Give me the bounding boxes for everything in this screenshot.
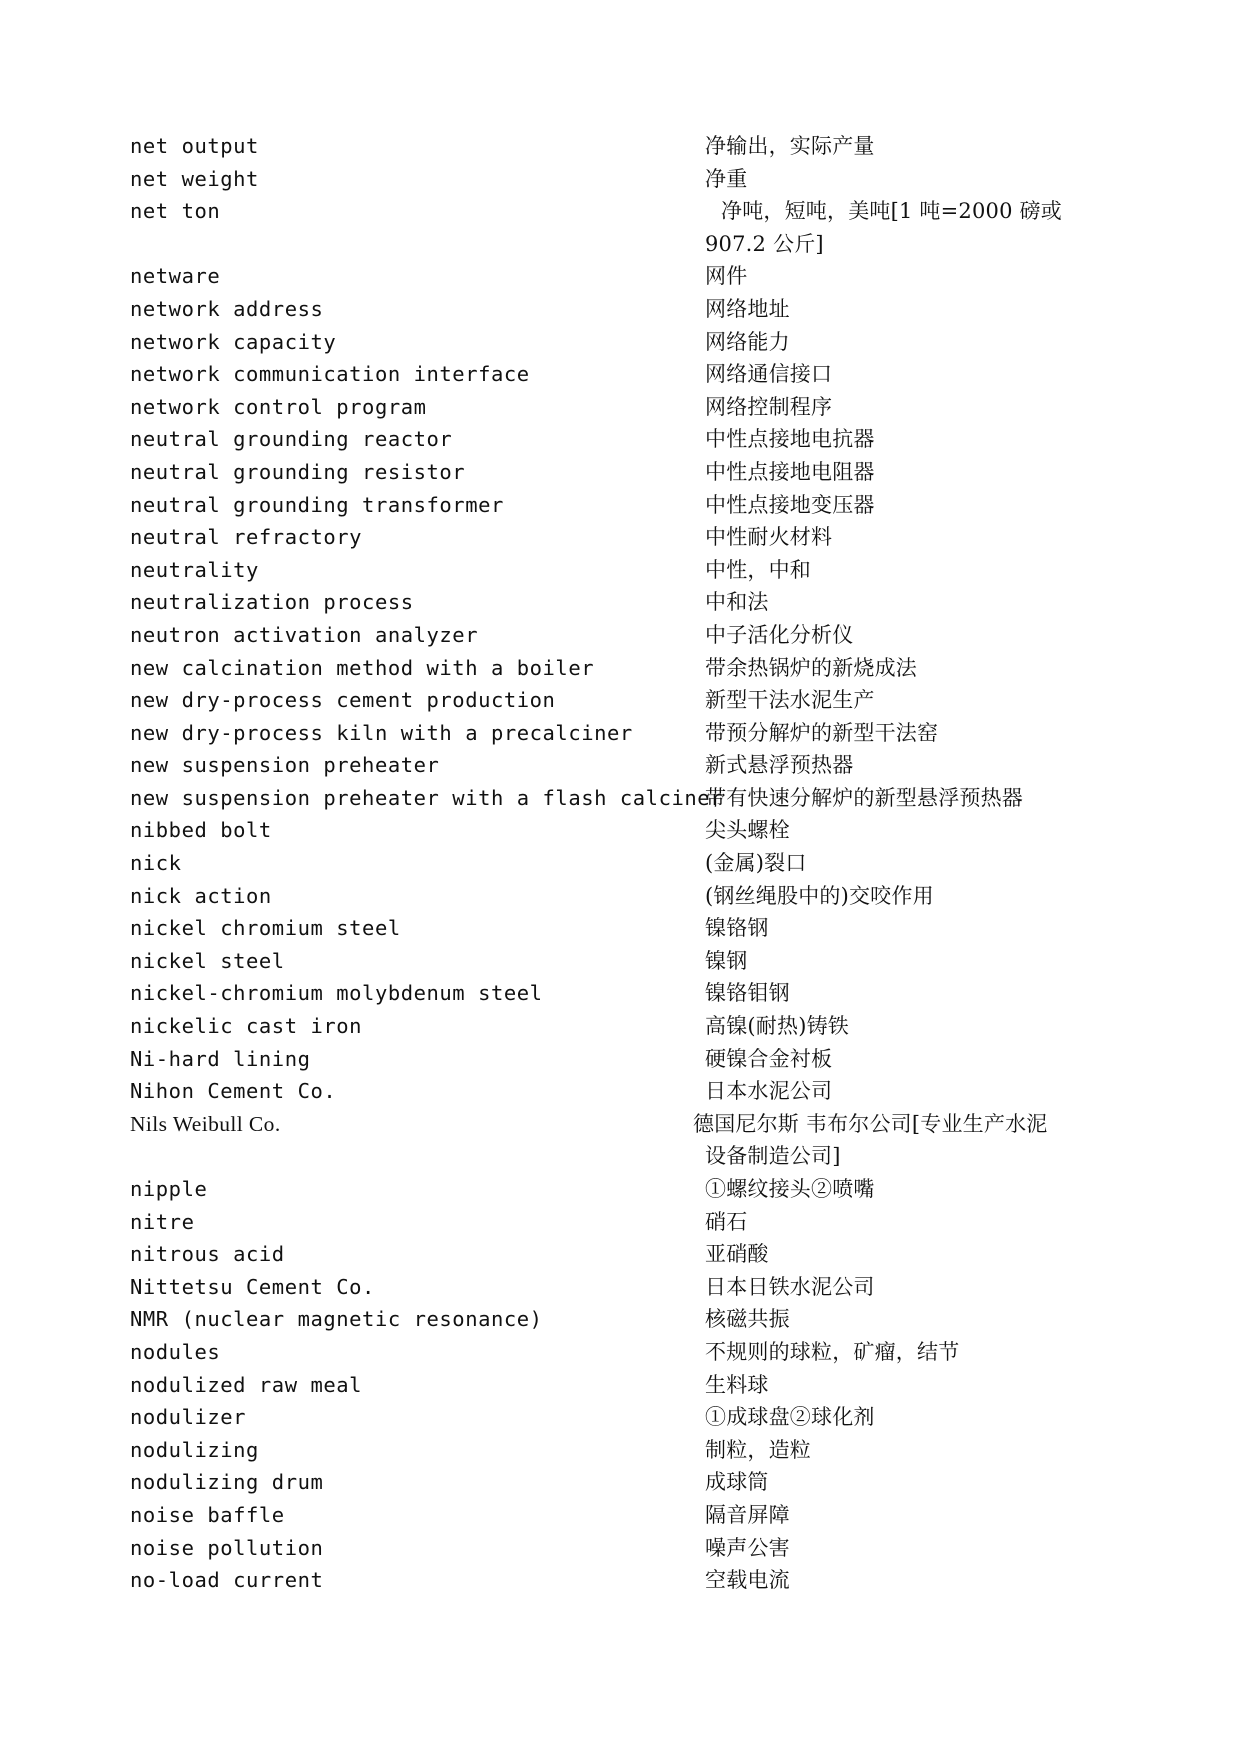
glossary-entry — [130, 684, 1110, 717]
glossary-entry — [130, 163, 1110, 196]
entry-definition: ①成球盘②球化剂 — [705, 1405, 875, 1430]
entry-definition: 硬镍合金衬板 — [705, 1046, 833, 1071]
glossary-entry — [130, 619, 1110, 652]
glossary-entry — [130, 749, 1110, 782]
entry-definition: 中性耐火材料 — [705, 525, 833, 550]
entry-term: network address — [130, 296, 324, 321]
glossary-entry — [130, 326, 1110, 359]
entry-definition: 网件 — [705, 264, 748, 289]
glossary-entry — [130, 1564, 1110, 1597]
glossary-entry — [130, 912, 1110, 945]
glossary-entry — [130, 586, 1110, 619]
entry-definition: 新型干法水泥生产 — [705, 688, 875, 713]
glossary-entry — [130, 1206, 1110, 1239]
glossary-entry — [130, 358, 1110, 391]
entry-term: noise pollution — [130, 1535, 324, 1560]
entry-term: nickel-chromium molybdenum steel — [130, 981, 543, 1006]
entry-definition: 中性点接地变压器 — [705, 492, 875, 517]
entry-definition: 带预分解炉的新型干法窑 — [705, 720, 939, 745]
entry-definition — [693, 1108, 1110, 1173]
entry-definition: 高镍(耐热)铸铁 — [705, 1014, 849, 1039]
entry-term: nodulized raw meal — [130, 1372, 363, 1397]
entry-term: new dry-process kiln with a precalciner — [130, 720, 633, 745]
entry-definition: 隔音屏障 — [705, 1502, 790, 1527]
glossary-entry — [130, 1271, 1110, 1304]
glossary-entry — [130, 1238, 1110, 1271]
entry-term: nodulizing drum — [130, 1470, 324, 1495]
glossary-entry — [130, 130, 1110, 163]
entry-definition-line: 净吨，短吨，美吨[1 吨=2000 磅或 — [721, 199, 1062, 224]
entry-definition: 空载电流 — [705, 1568, 790, 1593]
entry-definition: 制粒，造粒 — [705, 1437, 811, 1462]
glossary-entry — [130, 814, 1110, 847]
entry-term: netware — [130, 264, 221, 289]
entry-term: new calcination method with a boiler — [130, 655, 595, 680]
entry-definition: 日本水泥公司 — [705, 1079, 833, 1104]
entry-definition: 成球筒 — [705, 1470, 769, 1495]
entry-term: new suspension preheater — [130, 753, 440, 778]
entry-definition-continuation: 设备制造公司] — [705, 1144, 841, 1169]
entry-definition: 新式悬浮预热器 — [705, 753, 854, 778]
glossary-entry — [130, 1043, 1110, 1076]
glossary-entry — [130, 1075, 1110, 1108]
entry-definition: 噪声公害 — [705, 1535, 790, 1560]
entry-definition: 核磁共振 — [705, 1307, 790, 1332]
entry-term: Nils Weibull Co. — [130, 1111, 281, 1136]
glossary-entry — [130, 1336, 1110, 1369]
glossary-entry — [130, 1466, 1110, 1499]
glossary-entry — [130, 554, 1110, 587]
glossary-entry — [130, 1108, 1110, 1173]
entry-definition: 镍钢 — [705, 948, 748, 973]
glossary-entry — [130, 1434, 1110, 1467]
entry-definition: 中性点接地电阻器 — [705, 459, 875, 484]
entry-definition: 尖头螺栓 — [705, 818, 790, 843]
entry-term: nitrous acid — [130, 1242, 285, 1267]
entry-definition: 不规则的球粒，矿瘤，结节 — [705, 1339, 960, 1364]
entry-term: nickel chromium steel — [130, 916, 401, 941]
glossary-entry — [130, 260, 1110, 293]
entry-term: Nihon Cement Co. — [130, 1079, 337, 1104]
glossary-entry — [130, 1173, 1110, 1206]
entry-definition: 带有快速分解炉的新型悬浮预热器 — [705, 785, 1023, 810]
entry-definition-continuation: 907.2 公斤] — [705, 231, 824, 256]
glossary-entry — [130, 195, 1110, 260]
entry-definition: 日本日铁水泥公司 — [705, 1274, 875, 1299]
glossary-entry — [130, 1532, 1110, 1565]
glossary-entry — [130, 391, 1110, 424]
entry-term: Ni-hard lining — [130, 1046, 311, 1071]
entry-definition: 净重 — [705, 166, 748, 191]
glossary-entry — [130, 456, 1110, 489]
glossary-entry — [130, 293, 1110, 326]
entry-definition: 生料球 — [705, 1372, 769, 1397]
glossary-entry — [130, 977, 1110, 1010]
entry-definition: 中子活化分析仪 — [705, 622, 854, 647]
glossary-entry — [130, 423, 1110, 456]
glossary-entry — [130, 652, 1110, 685]
entry-definition: 网络通信接口 — [705, 362, 833, 387]
glossary-entry — [130, 1499, 1110, 1532]
entry-term: noise baffle — [130, 1502, 285, 1527]
glossary-entry — [130, 945, 1110, 978]
entry-definition: 净输出，实际产量 — [705, 134, 875, 158]
entry-term: network communication interface — [130, 362, 530, 387]
entry-term: net output — [130, 134, 259, 158]
entry-definition: 带余热锅炉的新烧成法 — [705, 655, 917, 680]
entry-term: new dry-process cement production — [130, 688, 556, 713]
entry-term: net ton — [130, 199, 221, 224]
glossary-entry — [130, 1401, 1110, 1434]
entry-term: nodules — [130, 1339, 221, 1364]
entry-term: neutral grounding transformer — [130, 492, 504, 517]
entry-definition: 中和法 — [705, 590, 769, 615]
entry-term: nickelic cast iron — [130, 1014, 363, 1039]
entry-definition: 网络能力 — [705, 329, 790, 354]
entry-term: nipple — [130, 1177, 208, 1201]
entry-definition: (钢丝绳股中的)交咬作用 — [705, 883, 934, 908]
entry-term: Nittetsu Cement Co. — [130, 1274, 375, 1299]
entry-definition: 亚硝酸 — [705, 1242, 769, 1267]
glossary-entry — [130, 521, 1110, 554]
entry-term: neutral refractory — [130, 525, 363, 550]
entry-definition: 硝石 — [705, 1209, 748, 1234]
entry-definition: 中性点接地电抗器 — [705, 427, 875, 452]
glossary-entry — [130, 782, 1110, 815]
entry-definition: 镍铬钢 — [705, 916, 769, 941]
glossary-entry — [130, 717, 1110, 750]
entry-term: nodulizing — [130, 1437, 259, 1462]
entry-term: nick action — [130, 883, 272, 908]
entry-definition: (金属)裂口 — [705, 851, 807, 876]
entry-term: no-load current — [130, 1568, 324, 1593]
glossary-entry — [130, 1303, 1110, 1336]
glossary-entry — [130, 880, 1110, 913]
entry-term: neutrality — [130, 557, 259, 582]
glossary-entry — [130, 847, 1110, 880]
entry-definition: 中性，中和 — [705, 557, 811, 582]
entry-term: nodulizer — [130, 1405, 247, 1430]
entry-term: neutral grounding resistor — [130, 459, 466, 484]
glossary-entry — [130, 1010, 1110, 1043]
entry-term: network capacity — [130, 329, 337, 354]
entry-definition: 镍铬钼钢 — [705, 981, 790, 1006]
entry-definition-line: 德国尼尔斯 韦布尔公司[专业生产水泥 — [693, 1111, 1048, 1136]
entry-term: neutral grounding reactor — [130, 427, 453, 452]
entry-term: NMR (nuclear magnetic resonance) — [130, 1307, 543, 1332]
entry-term: new suspension preheater with a flash calciner — [130, 785, 724, 810]
entry-term: nick — [130, 851, 182, 876]
entry-term: net weight — [130, 166, 259, 191]
entry-definition: 网络地址 — [705, 296, 790, 321]
entry-definition: ①螺纹接头②喷嘴 — [705, 1177, 875, 1201]
glossary-entry — [130, 1369, 1110, 1402]
glossary-entry — [130, 489, 1110, 522]
entry-term: neutralization process — [130, 590, 414, 615]
entry-definition — [705, 195, 1110, 260]
entry-term: neutron activation analyzer — [130, 622, 479, 647]
entry-term: network control program — [130, 394, 427, 419]
entry-term: nibbed bolt — [130, 818, 272, 843]
glossary-list — [130, 130, 1110, 1597]
entry-term: nickel steel — [130, 948, 285, 973]
entry-definition: 网络控制程序 — [705, 394, 833, 419]
entry-term: nitre — [130, 1209, 195, 1234]
